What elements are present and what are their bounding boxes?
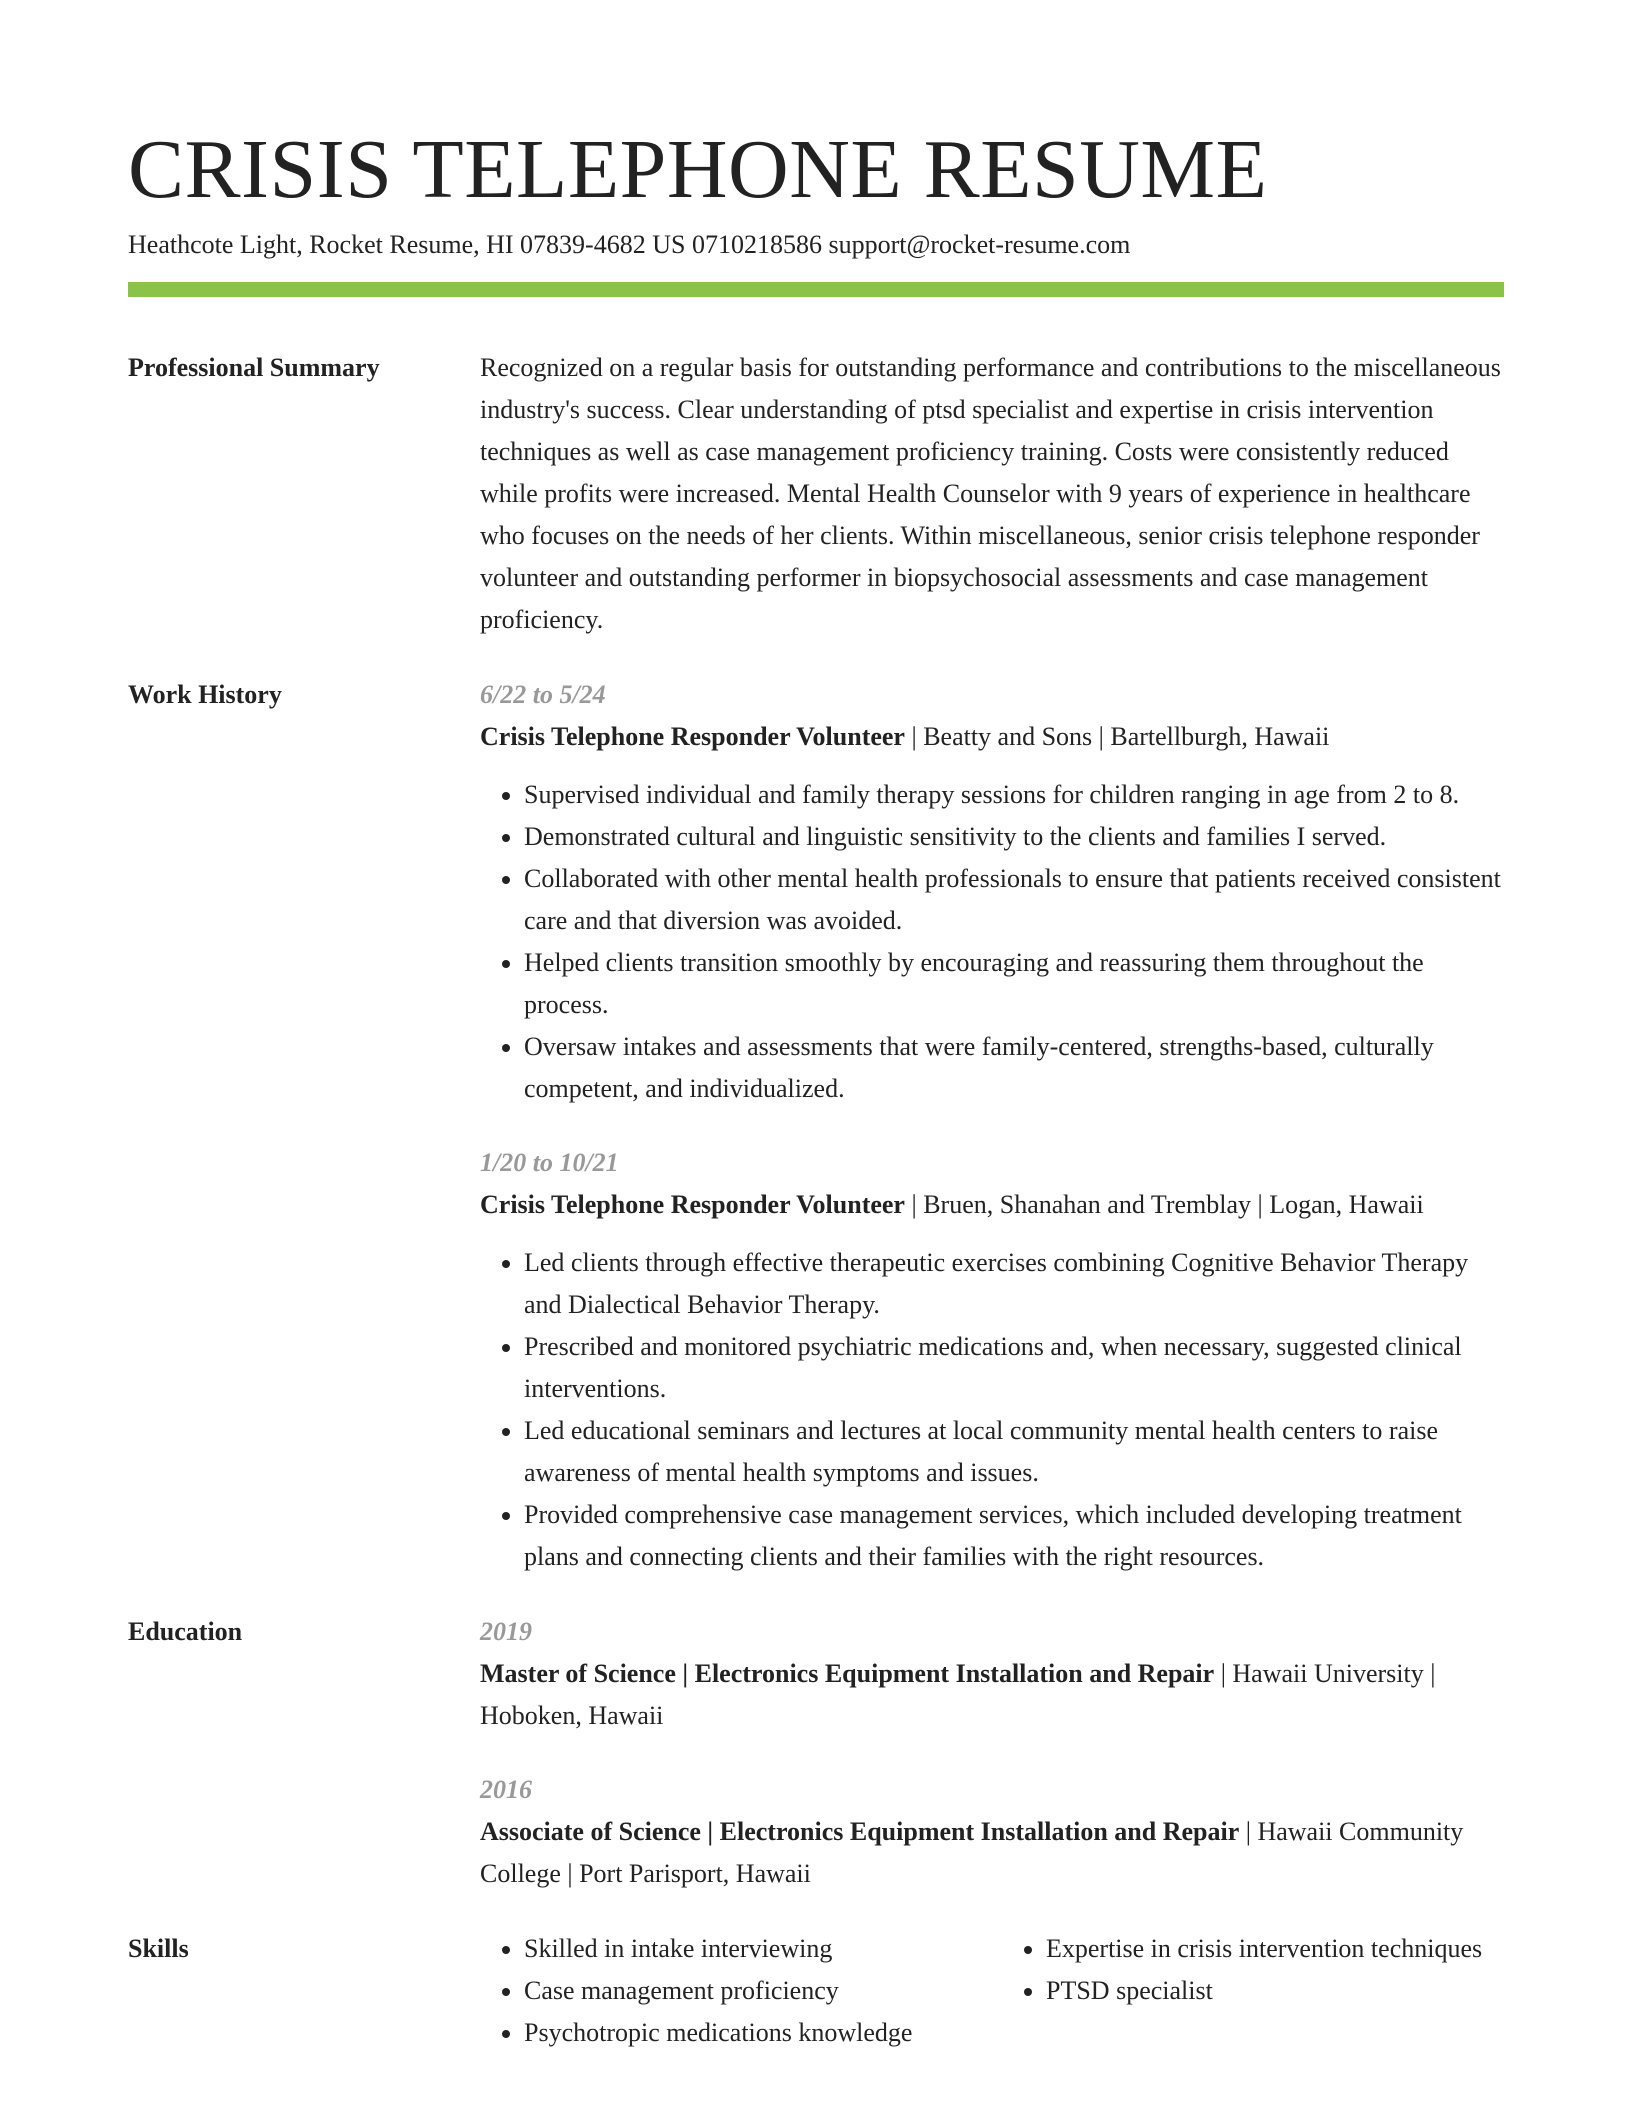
skills-list-left: [480, 1928, 982, 2054]
education-heading: [480, 1811, 1504, 1895]
job-bullet: • Provided comprehensive case management services, which included developing treatment plans and connecting clients and their families with the right resources.: [524, 1494, 1504, 1578]
skill-item: • Psychotropic medications knowledge: [524, 2012, 982, 2054]
job-bullet: • Collaborated with other mental health professionals to ensure that patients received consistent care and that diversion was avoided.: [524, 858, 1504, 942]
job-title: Crisis Telephone Responder Volunteer: [480, 1190, 905, 1219]
skills-section: [128, 1928, 1504, 2054]
section-label-education: Education: [128, 1617, 243, 1646]
job-bullet: • Prescribed and monitored psychiatric medications and, when necessary, suggested clinical interventions.: [524, 1326, 1504, 1410]
job-details: | Bruen, Shanahan and Tremblay | Logan, Hawaii: [904, 1190, 1424, 1219]
skills-list-right: [1002, 1928, 1504, 2054]
job-title: Crisis Telephone Responder Volunteer: [480, 722, 905, 751]
skill-item: • Skilled in intake interviewing: [524, 1928, 982, 1970]
job-heading: [480, 1184, 1504, 1226]
summary-section: [128, 347, 1504, 641]
job-bullet: • Helped clients transition smoothly by encouraging and reassuring them throughout the process.: [524, 942, 1504, 1026]
resume-title: CRISIS TELEPHONE RESUME: [128, 123, 1268, 216]
job-details: | Beatty and Sons | Bartellburgh, Hawaii: [904, 722, 1330, 751]
job-dates: 1/20 to 10/21: [480, 1148, 619, 1177]
section-label-skills: Skills: [128, 1934, 189, 1963]
education-entry: [480, 1611, 1504, 1737]
education-details: | Hawaii University | Hoboken, Hawaii: [480, 1659, 1436, 1730]
accent-divider: [128, 282, 1504, 297]
job-heading: [480, 716, 1504, 758]
education-heading: [480, 1653, 1504, 1737]
education-year: 2016: [480, 1775, 532, 1804]
skill-item: • Expertise in crisis intervention techniques: [1046, 1928, 1504, 1970]
job-bullet: • Demonstrated cultural and linguistic sensitivity to the clients and families I served.: [524, 816, 1504, 858]
work-entries: [480, 674, 1504, 1578]
job-bullet: • Oversaw intakes and assessments that were family-centered, strengths-based, culturally competent, and individualized.: [524, 1026, 1504, 1110]
skill-item: • Case management proficiency: [524, 1970, 982, 2012]
job-entry: [480, 674, 1504, 1110]
contact-line: Heathcote Light, Rocket Resume, HI 07839-4682 US 0710218586 support@rocket-resume.com: [128, 230, 1131, 259]
section-label-work: Work History: [128, 680, 282, 709]
degree-title: Associate of Science | Electronics Equipment Installation and Repair: [480, 1817, 1240, 1846]
education-year: 2019: [480, 1617, 532, 1646]
job-dates: 6/22 to 5/24: [480, 680, 606, 709]
skill-item: • PTSD specialist: [1046, 1970, 1504, 2012]
skills-grid: [480, 1928, 1504, 2054]
education-entries: [480, 1611, 1504, 1895]
summary-text: Recognized on a regular basis for outstanding performance and contributions to the miscellaneous industry's success. Clear understanding of ptsd specialist and expertise in crisis intervention techniques as well as case management proficiency training. Costs were consistently reduced while profits were increased. Mental Health Counselor with 9 years of experience in healthcare who focuses on the needs of her clients. Within miscellaneous, senior crisis telephone responder volunteer and outstanding performer in biopsychosocial assessments and case management proficiency.: [480, 353, 1501, 634]
job-bullet-list: [480, 1242, 1504, 1578]
resume-page: [128, 0, 1504, 2054]
section-label-summary: Professional Summary: [128, 353, 380, 382]
job-bullet: • Supervised individual and family therapy sessions for children ranging in age from 2 to 8.: [524, 774, 1504, 816]
education-entry: [480, 1769, 1504, 1895]
job-bullet-list: [480, 774, 1504, 1110]
job-bullet: • Led educational seminars and lectures at local community mental health centers to raise awareness of mental health symptoms and issues.: [524, 1410, 1504, 1494]
education-details: | Hawaii Community College | Port Parisport, Hawaii: [480, 1817, 1464, 1888]
degree-title: Master of Science | Electronics Equipment Installation and Repair: [480, 1659, 1215, 1688]
job-bullet: • Led clients through effective therapeutic exercises combining Cognitive Behavior Therapy and Dialectical Behavior Therapy.: [524, 1242, 1504, 1326]
job-entry: [480, 1142, 1504, 1578]
education-section: [128, 1611, 1504, 1895]
work-history-section: [128, 674, 1504, 1578]
